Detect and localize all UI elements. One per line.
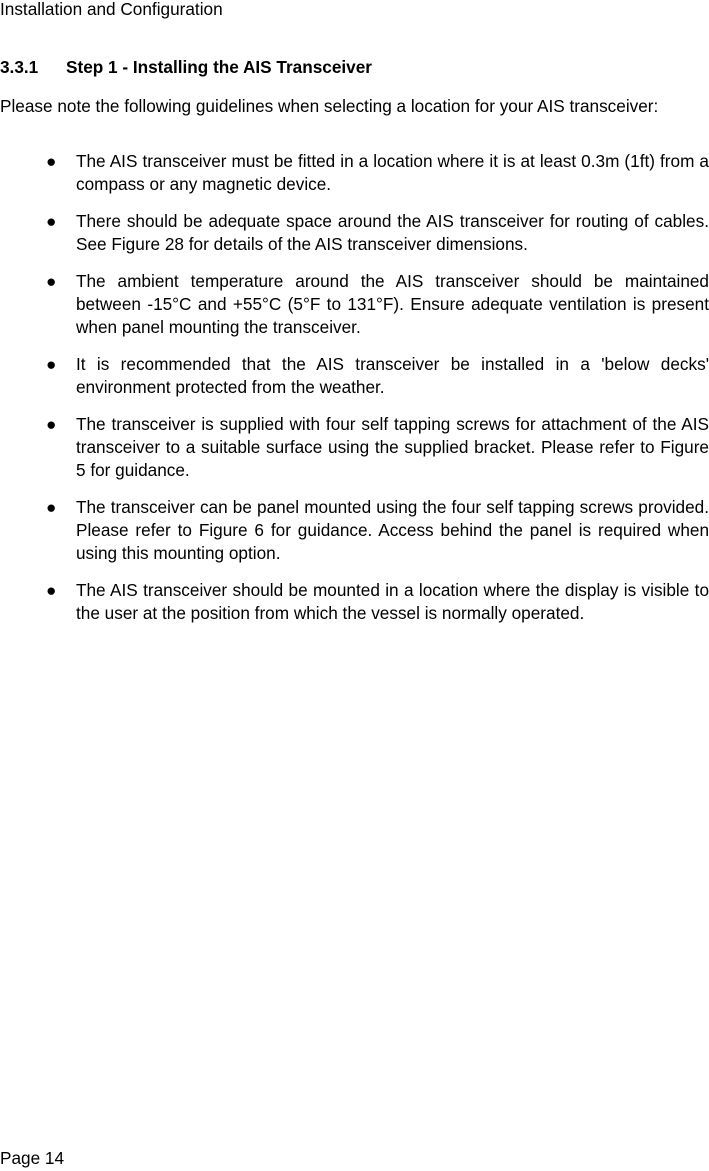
- running-header: Installation and Configuration: [0, 0, 223, 19]
- list-item: [0, 353, 709, 399]
- list-item-text: It is recommended that the AIS transceiver be installed in a 'below decks' environment protected from the weather.: [76, 354, 709, 397]
- bullet-icon: ●: [46, 151, 57, 171]
- list-item-text: The ambient temperature around the AIS transceiver should be maintained between -15°C and +55°C (5°F to 131°F). Ensure adequate ventilation is present when panel mounting the transceiver.: [76, 271, 709, 337]
- list-item-text: The AIS transceiver must be fitted in a location where it is at least 0.3m (1ft) from a compass or any magnetic device.: [76, 151, 709, 194]
- section-heading: [0, 57, 372, 78]
- list-item: [0, 496, 709, 565]
- list-item-text: There should be adequate space around the AIS transceiver for routing of cables. See Figure 28 for details of the AIS transceiver dimensions.: [76, 211, 709, 254]
- bullet-icon: ●: [46, 580, 57, 600]
- list-item-text: The transceiver is supplied with four self tapping screws for attachment of the AIS transceiver to a suitable surface using the supplied bracket. Please refer to Figure 5 for guidance.: [76, 414, 709, 480]
- list-item: [0, 210, 709, 256]
- page-number: Page 14: [0, 1148, 65, 1168]
- section-title: Step 1 - Installing the AIS Transceiver: [66, 57, 372, 77]
- intro-paragraph: Please note the following guidelines when selecting a location for your AIS transceiver:: [0, 96, 659, 116]
- bullet-icon: ●: [46, 497, 57, 517]
- bullet-icon: ●: [46, 271, 57, 291]
- list-item: [0, 413, 709, 482]
- list-item-text: The transceiver can be panel mounted using the four self tapping screws provided. Please refer to Figure 6 for guidance. Access behind the panel is required when using this mounting option.: [76, 497, 709, 563]
- list-item-text: The AIS transceiver should be mounted in a location where the display is visible to the user at the position from which the vessel is normally operated.: [76, 580, 709, 623]
- list-item: [0, 150, 709, 196]
- bullet-icon: ●: [46, 211, 57, 231]
- list-item: [0, 579, 709, 625]
- list-item: [0, 270, 709, 339]
- guidelines-list: [0, 150, 709, 639]
- bullet-icon: ●: [46, 414, 57, 434]
- bullet-icon: ●: [46, 354, 57, 374]
- section-number: 3.3.1: [0, 57, 39, 77]
